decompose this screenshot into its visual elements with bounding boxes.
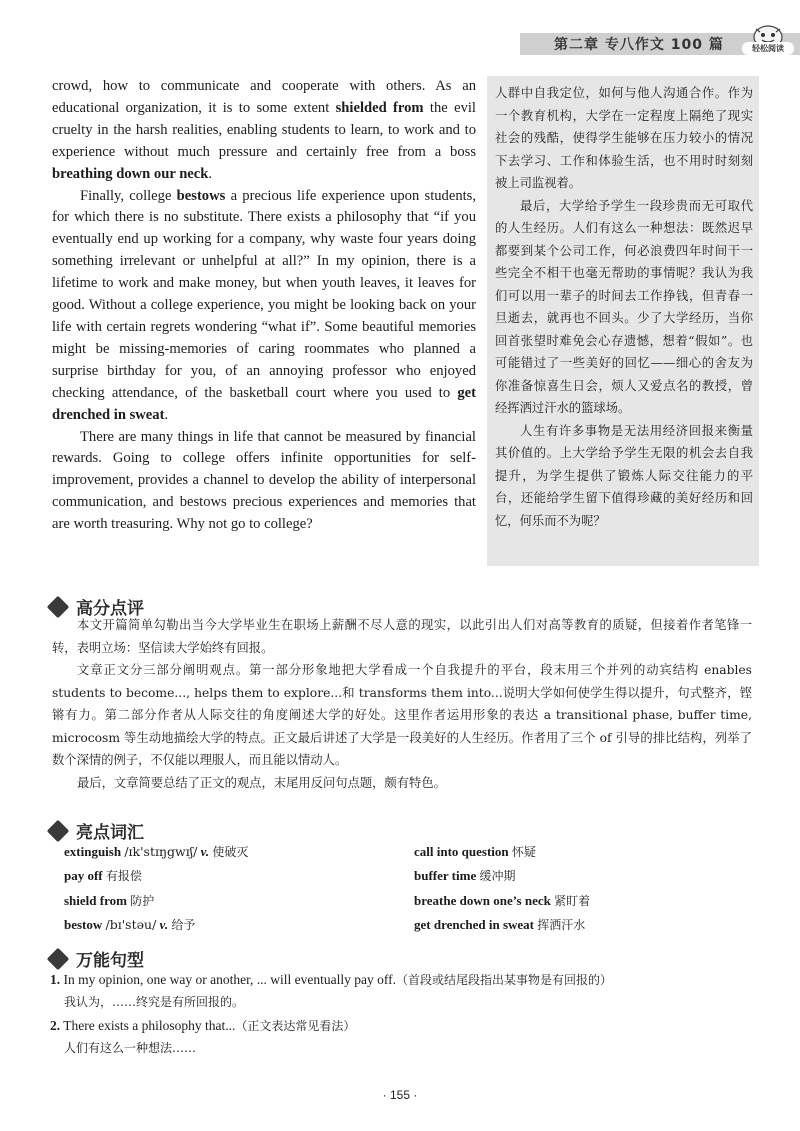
essay-text: crowd, how to communicate and cooperate with others. As an educational organization, it is to some extent [52, 78, 476, 116]
review-paragraph: 文章正文分三部分阐明观点。第一部分形象地把大学看成一个自我提升的平台，段末用三个并列的动宾结构 enables students to become..., helps them to explore...和 transforms them into...说明大学如何使学生得以提升，句式整齐，铿锵有力。第二部分作者从人际交往的角度阐述大学的好处。这里作者运用形象的表达 a transitional phase, buffer time, microcosm 等生动地描绘大学的特点。正文最后讲述了大学是一段美好的人生经历。作者用了三个 of 引导的排比结构，列举了数个深情的例子，不仅能以理服人，而且能以情动人。 [52, 663, 752, 767]
vocab-row [64, 913, 764, 937]
pattern-translation: 我认为，……终究是有所回报的。 [64, 995, 245, 1009]
vocab-definition: 使破灭 [212, 845, 249, 859]
vocab-definition: 怀疑 [511, 845, 536, 859]
pattern-note: （正文表达常见看法） [235, 1019, 356, 1033]
vocab-definition: 挥洒汗水 [537, 917, 586, 932]
vocab-row [64, 889, 764, 913]
highlight-phrase: breathing down our neck [52, 165, 209, 182]
vocab-part-of-speech: v. [159, 916, 169, 932]
essay-text: Finally, college [80, 187, 177, 204]
vocab-entry [64, 864, 414, 888]
review-paragraph: 本文开篇简单勾勒出当今大学毕业生在职场上薪酬不尽人意的现实，以此引出人们对高等教育的质疑，但接着作者笔锋一转，表明立场：坚信读大学始终有回报。 [52, 618, 752, 655]
chinese-translation-panel [487, 76, 759, 566]
sentence-section-header [50, 946, 144, 971]
essay-paragraph: There are many things in life that cannot be measured by financial rewards. Going to college offers infinite opportunities for self-improvement, provides a channel to develop the ability of interpersonal communication, and bestows precious experiences and memories that are worth treasuring. Why not go to college? [52, 428, 476, 533]
highlight-phrase: shielded from [335, 99, 424, 116]
vocab-entry [414, 889, 764, 913]
highlight-phrase: bestows [176, 187, 226, 204]
essay-paragraph [52, 186, 476, 427]
vocab-term: shield from [64, 892, 127, 908]
vocab-entry [64, 889, 414, 913]
vocab-term: call into question [414, 844, 509, 859]
section-title: 高分点评 [76, 599, 144, 619]
diamond-bullet-icon [47, 819, 70, 842]
vocab-row [64, 840, 764, 864]
section-title: 亮点词汇 [76, 823, 144, 843]
vocab-entry [414, 864, 764, 888]
vocab-term: get drenched in sweat [414, 916, 535, 932]
vocab-entry [414, 840, 764, 864]
review-body [52, 614, 752, 794]
vocab-definition: 防护 [130, 893, 155, 908]
translation-paragraph: 人群中自我定位，如何与他人沟通合作。作为一个教育机构，大学在一定程度上隔绝了现实社会的残酷，使得学生能够在压力较小的情况下去学习、工作和体验生活，也不用时时刻刻被上司监视着。 [495, 86, 753, 190]
vocab-list [64, 840, 764, 937]
sentence-pattern: In my opinion, one way or another, ... will eventually pay off. [63, 972, 397, 987]
chapter-header [520, 33, 800, 55]
vocab-entry [64, 913, 414, 937]
essay-text: the evil cruelty in the harsh realities, enabling students to learn, to work and to experience without much pressure and certainly free from a boss [52, 99, 476, 160]
vocab-definition: 有报偿 [105, 869, 142, 884]
diamond-bullet-icon [47, 947, 70, 970]
vocab-definition: 缓冲期 [479, 869, 516, 884]
essay-paragraph [52, 76, 476, 186]
essay-text: . [164, 406, 169, 423]
logo-text: 轻松阅读 [742, 42, 794, 55]
essay-text: . [208, 165, 213, 182]
item-number: 1. [50, 972, 61, 987]
vocab-pronunciation: /ɪk'stɪŋgwɪʃ/ [124, 844, 198, 859]
vocab-term: bestow [64, 916, 103, 932]
sentence-pattern-item [50, 1015, 770, 1059]
sentence-pattern-list [50, 969, 770, 1061]
vocab-term: extinguish [64, 844, 122, 859]
vocab-definition: 紧盯着 [554, 893, 591, 908]
highlight-phrase: get drenched in sweat [52, 384, 476, 423]
item-number: 2. [50, 1018, 61, 1033]
sentence-pattern-item [50, 969, 770, 1013]
vocab-pronunciation: /bɪ'stəu/ [105, 916, 157, 932]
chapter-title: 第二章 专八作文 100 篇 [554, 37, 724, 53]
sentence-pattern: There exists a philosophy that... [63, 1018, 236, 1033]
review-paragraph: 最后，文章简要总结了正文的观点，末尾用反问句点题，颇有特色。 [77, 775, 446, 790]
english-essay-column [52, 76, 476, 536]
page-number: · 155 · [382, 1088, 418, 1102]
translation-paragraph: 最后，大学给予学生一段珍贵而无可取代的人生经历。人们有这么一种想法：既然迟早都要到某个公司工作，何必浪费四年时间干一些完全不相干也毫无帮助的事情呢？我认为我们可以用一辈子的时间去工作挣钱，但青春一旦逝去，就再也不回头。少了大学经历，当你回首张望时难免会心存遗憾，想着“假如”。也可能错过了一些美好的回忆——细心的舍友为你准备惊喜生日会，烦人又爱点名的教授，曾经挥洒过汗水的篮球场。 [495, 198, 753, 415]
vocab-definition: 给予 [171, 917, 196, 932]
vocab-row [64, 864, 764, 888]
vocab-term: breathe down one’s neck [414, 892, 551, 908]
vocab-term: pay off [64, 868, 103, 884]
vocab-part-of-speech: v. [200, 844, 210, 859]
vocab-entry [64, 840, 414, 864]
section-title: 万能句型 [76, 951, 144, 971]
essay-text: a precious life experience upon students, for which there is no substitute. There exists a philosophy that “if you eventually end up working for a company, why waste four years doing something irrelevant or unhelpful at all?” In my opinion, there is a lifetime to work and make money, but when youth leaves, it leaves for good. Without a college experience, you might be looking back on your life with certain regrets wondering “what if”. Some beautiful memories might be missing-memories of caring roommates who planned a surprise birthday for you, of an annoying professor who enjoyed checking attendance, of the basketball court where you used to [52, 187, 476, 401]
header-logo [742, 23, 794, 57]
vocab-entry [414, 913, 764, 937]
vocab-term: buffer time [414, 868, 477, 884]
pattern-note: （首段或结尾段指出某事物是有回报的） [396, 973, 613, 987]
pattern-translation: 人们有这么一种想法…… [64, 1041, 197, 1055]
translation-paragraph: 人生有许多事物是无法用经济回报来衡量其价值的。上大学给予学生无限的机会去自我提升，为学生提供了锻炼人际交往能力的平台，还能给学生留下值得珍藏的美好经历和回忆，何乐而不为呢？ [495, 423, 753, 528]
